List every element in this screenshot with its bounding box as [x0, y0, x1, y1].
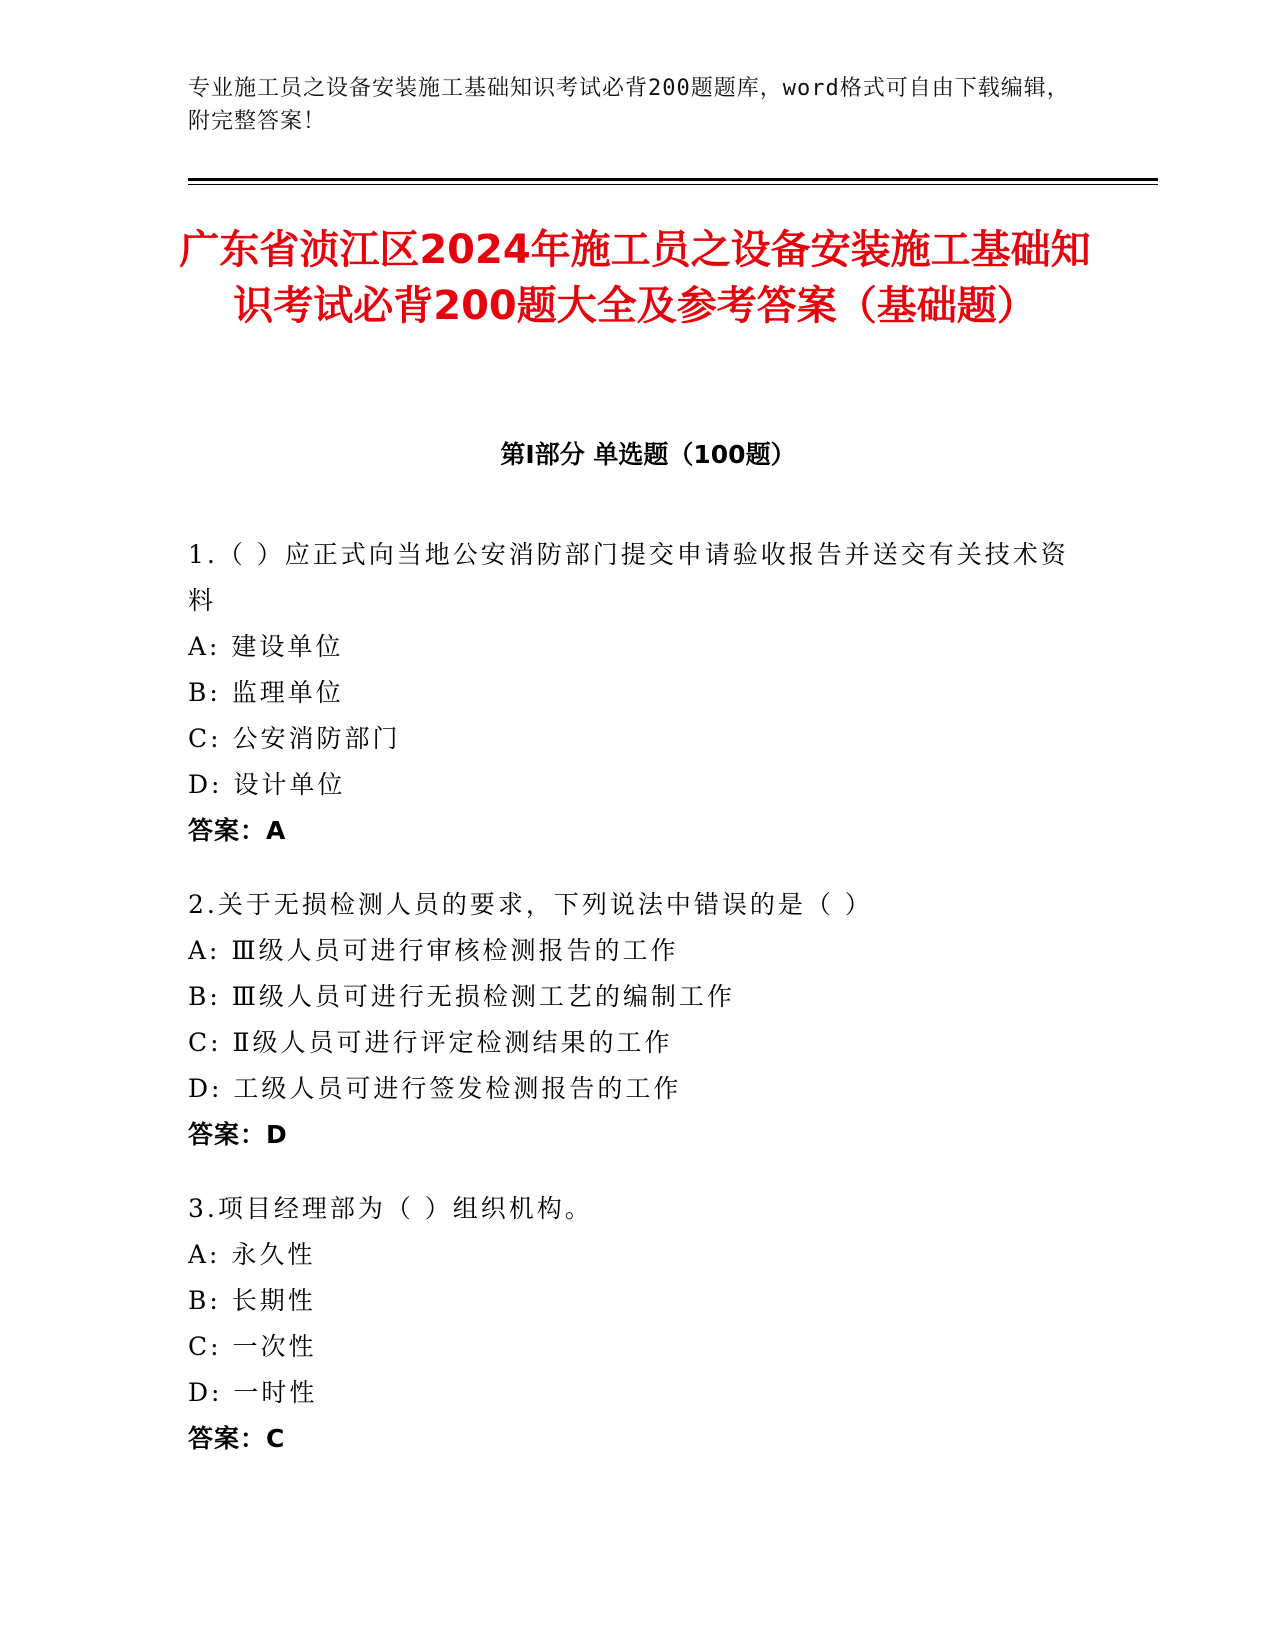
- header-divider-thin: [188, 184, 1158, 185]
- question-stem: 1.（ ）应正式向当地公安消防部门提交申请验收报告并送交有关技术资料: [188, 540, 1069, 615]
- option-b: B: Ⅲ级人员可进行无损检测工艺的编制工作: [188, 982, 735, 1011]
- question-answer: 答案：A: [188, 816, 287, 845]
- option-c: C: Ⅱ级人员可进行评定检测结果的工作: [188, 1028, 673, 1057]
- option-d: D: 工级人员可进行签发检测报告的工作: [188, 1074, 682, 1103]
- question-answer: 答案：C: [188, 1424, 286, 1453]
- question-stem: 3.项目经理部为（ ）组织机构。: [188, 1194, 593, 1223]
- header-note: 专业施工员之设备安装施工基础知识考试必背200题题库，word格式可自由下载编辑，附完整答案！: [188, 76, 1070, 134]
- option-a: A: 建设单位: [188, 632, 344, 661]
- option-c: C: 公安消防部门: [188, 724, 401, 753]
- option-a: A: 永久性: [188, 1240, 316, 1269]
- question-answer: 答案：D: [188, 1120, 288, 1149]
- option-b: B: 监理单位: [188, 678, 344, 707]
- question-item: [188, 532, 1088, 854]
- option-d: D: 一时性: [188, 1378, 318, 1407]
- question-stem: 2.关于无损检测人员的要求，下列说法中错误的是（ ）: [188, 890, 873, 919]
- section-heading: 第Ⅰ部分 单选题（100题）: [500, 440, 796, 469]
- option-a: A: Ⅲ级人员可进行审核检测报告的工作: [188, 936, 679, 965]
- document-title: 广东省浈江区2024年施工员之设备安装施工基础知识考试必背200题大全及参考答案（基础题）: [179, 227, 1091, 329]
- question-list: [188, 532, 1088, 1490]
- option-c: C: 一次性: [188, 1332, 317, 1361]
- question-item: [188, 882, 1088, 1158]
- question-item: [188, 1186, 1088, 1462]
- option-b: B: 长期性: [188, 1286, 316, 1315]
- header-divider-thick: [188, 178, 1158, 181]
- option-d: D: 设计单位: [188, 770, 346, 799]
